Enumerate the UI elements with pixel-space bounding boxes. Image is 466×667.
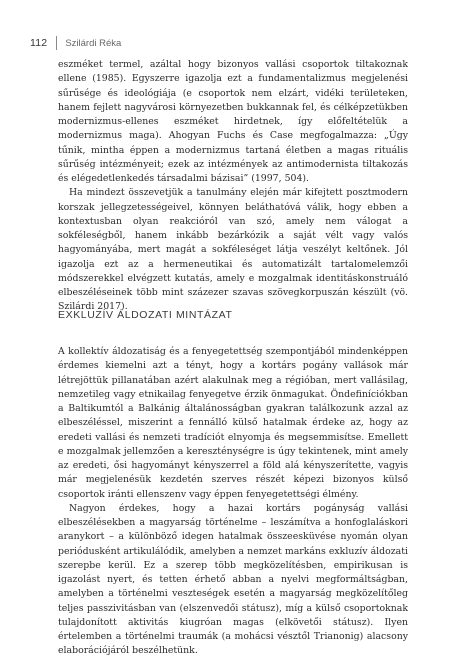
intro-paragraph-2: Ha mindezt összevetjük a tanulmány elején már kifejtett posztmodern korszak jellegzetességeivel, könnyen beláthatóvá válik, hogy ebben a kontextusban olyan reakcióról van szó, amely nem válogat a sokféleségből, hanem inkább bezárkózik a saját vélt vagy valós hagyományába, mert magát a sokféleséget látja veszélyt keltőnek. Jól igazolja ezt az a hermeneutikai és automatizált tartalomelemzői módszerekkel elvégzett kutatás, amely e mozgalmak identitáskonstruáló elbeszéléseinek több mint százezer szavas szövegkorpuszán készült (vö. Szilárdi 2017). <box>58 187 408 313</box>
section-paragraph-1: A kollektív áldozatiság és a fenyegetettség szempontjából mindenképpen érdemes kiemelni azt a tényt, hogy a kortárs pogány vallások már létrejöttük pillanatában azért alakulnak meg a régióban, mert vallásilag, nemzetileg vagy etnikailag fenyegetve érzik önmagukat. Öndefiníciókban a Baltikumtól a Balkánig általánosságban gyakran találkozunk azzal az elbeszéléssel, miszerint a fennálló külső hatalmak érdeke az, hogy az eredeti vallási és nemzeti tradíciót elnyomja és megsemmisítse. Emellett e mozgalmak jellemzően a kereszténységre is úgy tekintenek, mint amely az eredeti, ősi hagyományt kényszerrel a föld alá kényszerítette, vagyis már megjelenésük kezdetén szerves részét képezi bizonyos külső csoportok iránti ellenszenv vagy éppen fenyegetettségi élmény. <box>58 346 408 500</box>
running-header <box>30 35 121 51</box>
intro-text <box>58 58 408 315</box>
running-author: Szilárdi Réka <box>65 37 122 49</box>
intro-paragraph-1: eszméket termel, azáltal hogy bizonyos vallási csoportok tiltakoznak ellene (1985). Egyszerre igazolja ezt a fundamentalizmus megjelenési sűrűsége és ideológiája (e csoportok nem elzárt, vidéki területeken, hanem fejlett nagyvárosi környezetben bukkannak fel, és célképzetükben modernizmus-ellenes eszméket hirdetnek, így előfeltételük a modernizmus maga). Ahogyan Fuchs és Case megfogalmazza: „Úgy tűnik, mintha éppen a modernizmus tartaná életben a magas rituális sűrűség intézményeit; ezek az intézmények az antimodernista tiltakozás és elégedetlenkedés társadalmi bázisai” (1997, 504). <box>58 59 408 184</box>
section-text <box>58 345 408 659</box>
page-number: 112 <box>30 37 48 49</box>
section-heading: EXKLUZÍV ÁLDOZATI MINTÁZAT <box>58 309 233 321</box>
header-divider <box>56 36 57 50</box>
section-paragraph-2: Nagyon érdekes, hogy a hazai kortárs pogányság vallási elbeszélésekben a magyarság történelme – leszámítva a honfoglaláskori aranykort – a különböző idegen hatalmak összeesküvése nyomán olyan periódusként artikulálódik, amelyben a nemzet markáns exkluzív áldozati szerepbe kerül. Ez a szerep több megközelítésben, empirikusan is igazolást nyert, és tetten érhető abban a nyelvi megformáltságban, amelyben a történelmi veszteségek esetén a magyarság megközelítőleg teljes passzivitásban van (elszenvedői státusz), míg a külső csoportoknak tulajdonított aktivitás kiugróan magas (elkövetői státusz). Ilyen értelemben a történelmi traumák (a mohácsi vésztől Trianonig) alacsony elaborációjáról beszélhetünk. <box>58 502 408 657</box>
